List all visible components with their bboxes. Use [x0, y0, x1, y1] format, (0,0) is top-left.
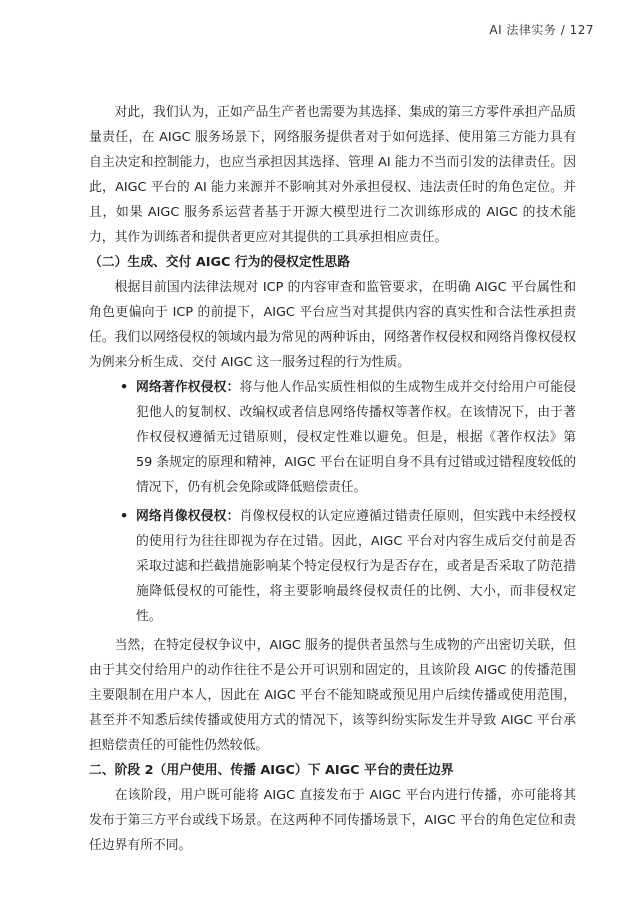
bullet-term: 网络著作权侵权： [136, 380, 240, 395]
bullet-text: 肖像权侵权的认定应遵循过错责任原则，但实践中未经授权的使用行为往往即视为存在过错。因此，AIGC 平台对内容生成后交付前是否采取过滤和拦截措施影响某个特定侵权行为是否存在，或者是否采取了防范措施降低侵权的可能性，将主要影响最终侵权责任的比例、大小，而非侵权定性。 [136, 509, 577, 624]
section-heading-2: （二）生成、交付 AIGC 行为的侵权定性思路 [89, 255, 351, 270]
paragraph-2: 根据目前国内法律法规对 ICP 的内容审查和监管要求，在明确 AIGC 平台属性和角色更偏向于 ICP 的前提下，AIGC 平台应当对其提供内容的真实性和合法性承担责任。我们以网络侵权的领域内最为常见的两种诉由，网络著作权侵权和网络肖像权侵权为例来分析生成、交付 AIGC 这一服务过程的行为性质。 [89, 280, 576, 370]
bullet-item-portrait [89, 504, 576, 629]
bullet-item-copyright [89, 375, 576, 500]
paragraph-3: 当然，在特定侵权争议中，AIGC 服务的提供者虽然与生成物的产出密切关联，但由于其交付给用户的动作往往不是公开可识别和固定的，且该阶段 AIGC 的传播范围主要限制在用户本人，因此在 AIGC 平台不能知晓或预见用户后续传播或使用范围，甚至并不知悉后续传播或使用方式的情况下，该等纠纷实际发生并导致 AIGC 平台承担赔偿责任的可能性仍然较低。 [89, 638, 576, 753]
section-heading-major: 二、阶段 2（用户使用、传播 AIGC）下 AIGC 平台的责任边界 [89, 763, 454, 778]
document-body [89, 100, 576, 858]
paragraph-1: 对此，我们认为，正如产品生产者也需要为其选择、集成的第三方零件承担产品质量责任，在 AIGC 服务场景下，网络服务提供者对于如何选择、使用第三方能力具有自主决定和控制能力，也应当承担因其选择、管理 AI 能力不当而引发的法律责任。因此，AIGC 平台的 AI 能力来源并不影响其对外承担侵权、违法责任时的角色定位。并且，如果 AIGC 服务系运营者基于开源大模型进行二次训练形成的 AIGC 的技术能力，其作为训练者和提供者更应对其提供的工具承担相应责任。 [89, 105, 576, 245]
bullet-marker: • [120, 380, 129, 395]
bullet-text: 将与他人作品实质性相似的生成物生成并交付给用户可能侵犯他人的复制权、改编权或者信息网络传播权等著作权。在该情况下，由于著作权侵权遵循无过错原则，侵权定性难以避免。但是，根据《著作权法》第 59 条规定的原理和精神，AIGC 平台在证明自身不具有过错或过错程度较低的情况下，仍有机会免除或降低赔偿责任。 [136, 380, 577, 495]
bullet-term: 网络肖像权侵权： [136, 509, 240, 524]
bullet-list [89, 375, 576, 629]
bullet-marker: • [120, 509, 129, 524]
running-header: AI 法律实务 / 127 [489, 23, 594, 37]
paragraph-4: 在该阶段，用户既可能将 AIGC 直接发布于 AIGC 平台内进行传播，亦可能将其发布于第三方平台或线下场景。在这两种不同传播场景下，AIGC 平台的角色定位和责任边界有所不同。 [89, 788, 576, 853]
